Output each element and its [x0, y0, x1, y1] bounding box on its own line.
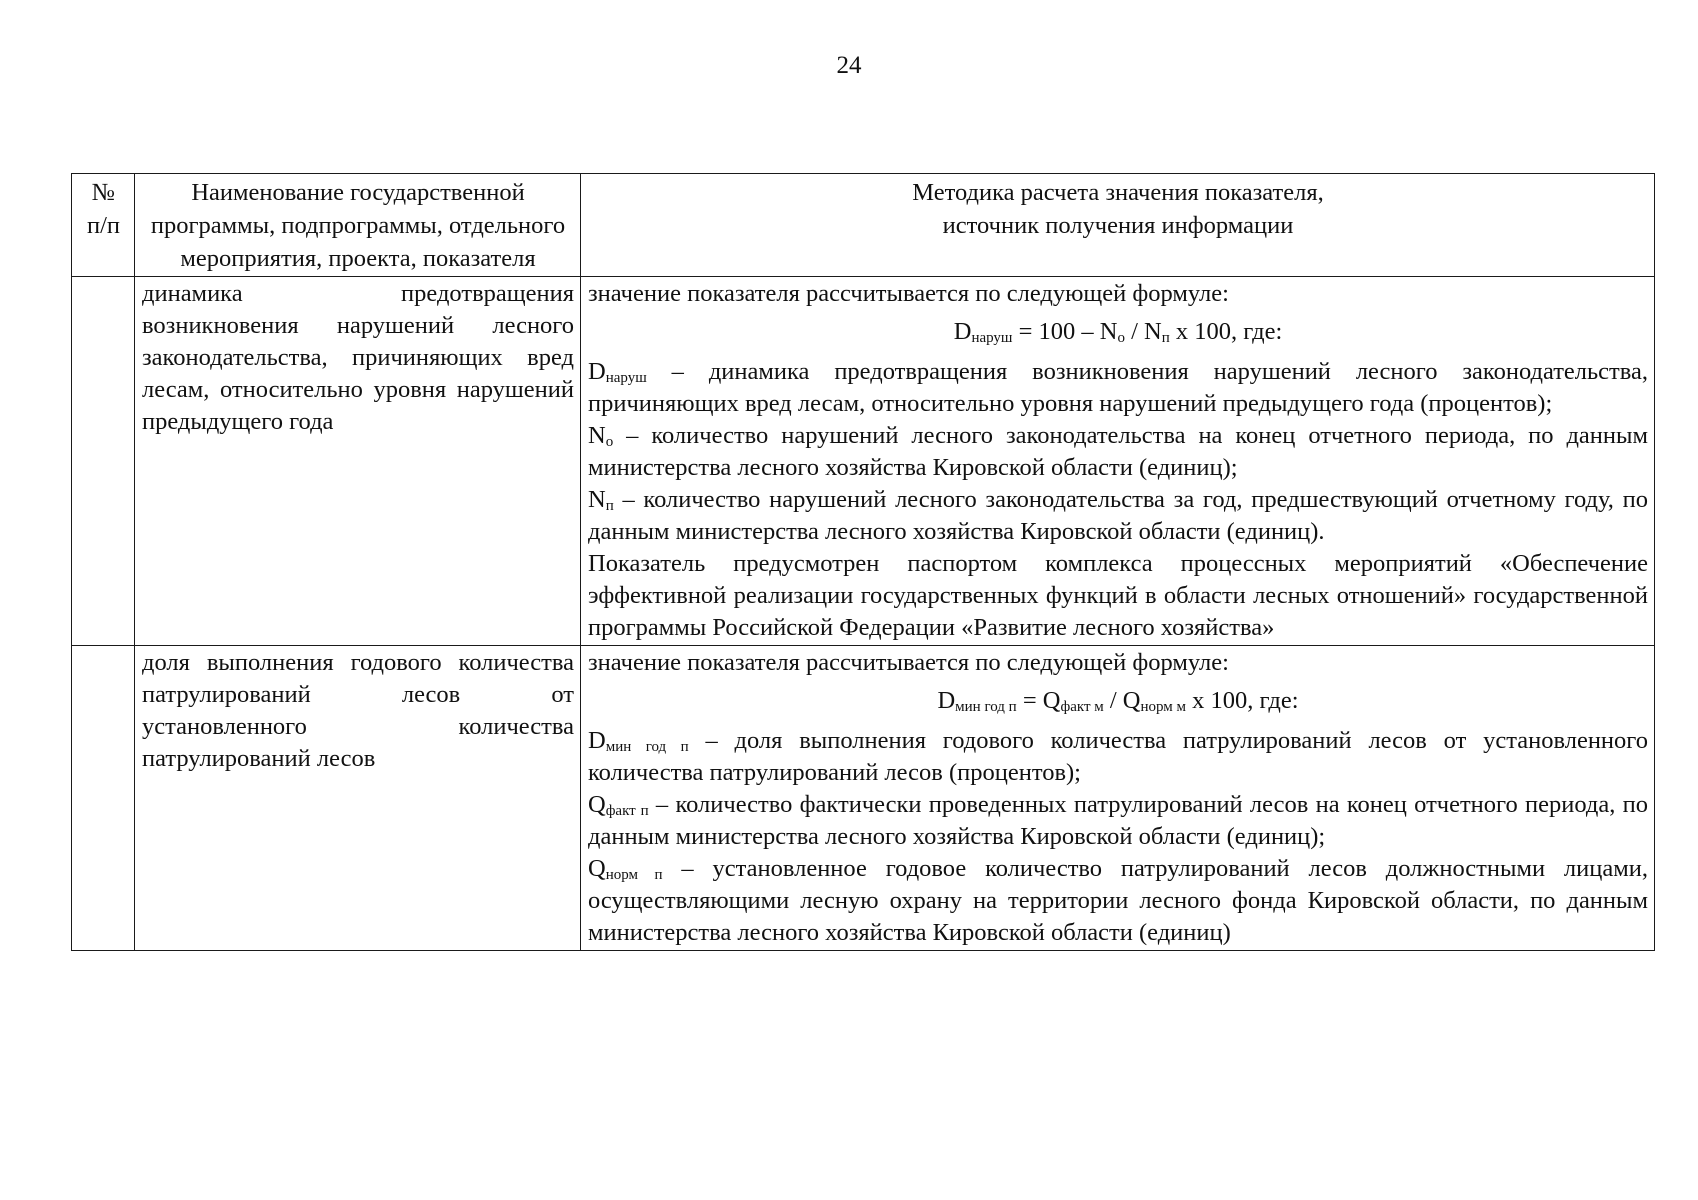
formula-intro: значение показателя рассчитывается по следующей формуле:	[588, 649, 1229, 676]
header-method	[581, 174, 1655, 277]
formula: $D_{наруш} = 100 - N_о / N_п$ х 100, где:	[953, 318, 1283, 346]
source-note: Показатель предусмотрен паспортом комплекса процессных мероприятий «Обеспечение эффективной реализации государственных функций в области лесных отношений» государственной программы Российской Федерации «Развитие лесного хозяйства»	[588, 550, 1648, 641]
method-description	[581, 277, 1655, 646]
formula-intro: значение показателя рассчитывается по следующей формуле:	[588, 280, 1229, 307]
table-row	[72, 646, 1655, 951]
method-description	[581, 646, 1655, 951]
formula: $D_{мин год п} = Q_{факт м} / Q_{норм м}$ х 100, где:	[937, 687, 1299, 715]
variable-definition: $Q_{норм п}$ – установленное годовое количество патрулирований лесов должностными лицами, осуществляющими лесную охрану на территории лесного фонда Кировской области, по данным министерства лесного хозяйства Кировской области (единиц)	[588, 855, 1648, 946]
header-number-line-2: п/п	[86, 212, 121, 239]
table-row	[72, 277, 1655, 646]
variable-definition: $D_{наруш}$ – динамика предотвращения возникновения нарушений лесного законодательства, причиняющих вред лесам, относительно уровня нарушений предыдущего года (процентов);	[588, 358, 1648, 417]
indicator-methodology-table	[71, 173, 1655, 951]
header-method-line-2: источник получения информации	[942, 212, 1294, 239]
variable-definition: $Q_{факт п}$ – количество фактически проведенных патрулирований лесов на конец отчетного периода, по данным министерства лесного хозяйства Кировской области (единиц);	[588, 791, 1648, 850]
header-name: Наименование государственной программы, подпрограммы, отдельного мероприятия, проекта, показателя	[135, 174, 581, 277]
indicator-name: доля выполнения годового количества патрулирований лесов от установленного количества патрулирований лесов	[135, 646, 581, 951]
variable-definition: $D_{мин год п}$ – доля выполнения годового количества патрулирований лесов от установленного количества патрулирований лесов (процентов);	[588, 727, 1648, 786]
header-number-line-1: №	[91, 179, 116, 206]
indicator-name: динамика предотвращения возникновения нарушений лесного законодательства, причиняющих вред лесам, относительно уровня нарушений предыдущего года	[135, 277, 581, 646]
variable-definition: $N_о$ – количество нарушений лесного законодательства на конец отчетного периода, по данным министерства лесного хозяйства Кировской области (единиц);	[588, 422, 1648, 481]
table-header-row	[72, 174, 1655, 277]
row-number	[72, 646, 135, 951]
header-number	[72, 174, 135, 277]
page-number: 24	[836, 52, 862, 79]
variable-definition: $N_п$ – количество нарушений лесного законодательства за год, предшествующий отчетному году, по данным министерства лесного хозяйства Кировской области (единиц).	[588, 486, 1648, 545]
header-method-line-1: Методика расчета значения показателя,	[912, 179, 1324, 206]
row-number	[72, 277, 135, 646]
